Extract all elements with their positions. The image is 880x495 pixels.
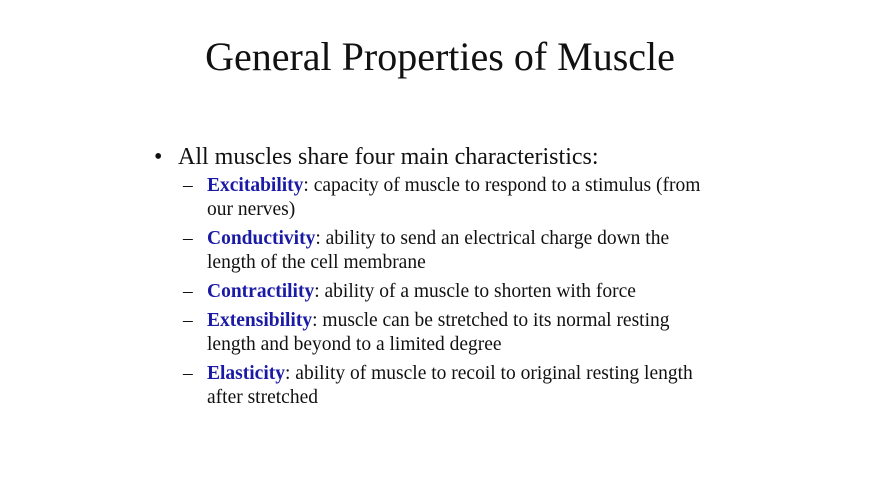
list-item-excitability [183, 174, 713, 222]
characteristics-list [183, 174, 713, 410]
description-conductivity: ability to send an electrical charge down the length of the cell membrane [207, 228, 670, 273]
slide-content [154, 141, 754, 415]
dash-marker: – [183, 363, 193, 384]
dash-marker: – [183, 310, 193, 331]
dash-marker: – [183, 281, 193, 302]
description-elasticity: ability of muscle to recoil to original resting length after stretched [207, 363, 693, 408]
dash-marker: – [183, 228, 193, 249]
list-item-extensibility [183, 309, 713, 357]
term-contractility: Contractility [207, 281, 315, 302]
bullet-marker: • [154, 144, 163, 170]
description-contractility: ability of a muscle to shorten with force [319, 281, 636, 302]
term-excitability: Excitability [207, 175, 304, 196]
term-extensibility: Extensibility [207, 310, 313, 331]
separator: : [303, 175, 309, 196]
slide-title: General Properties of Muscle [205, 34, 675, 79]
main-bullet-text: All muscles share four main characteristics: [178, 144, 599, 170]
dash-marker: – [183, 175, 193, 196]
list-item-conductivity [183, 227, 713, 275]
term-conductivity: Conductivity [207, 228, 316, 249]
term-elasticity: Elasticity [207, 363, 285, 384]
separator: : [314, 281, 320, 302]
separator: : [285, 363, 291, 384]
main-bullet [154, 141, 754, 173]
separator: : [315, 228, 321, 249]
description-extensibility: muscle can be stretched to its normal resting length and beyond to a limited degree [207, 310, 670, 355]
list-item-elasticity [183, 362, 713, 410]
list-item-contractility [183, 280, 713, 304]
description-excitability: capacity of muscle to respond to a stimulus (from our nerves) [207, 175, 701, 220]
separator: : [312, 310, 318, 331]
